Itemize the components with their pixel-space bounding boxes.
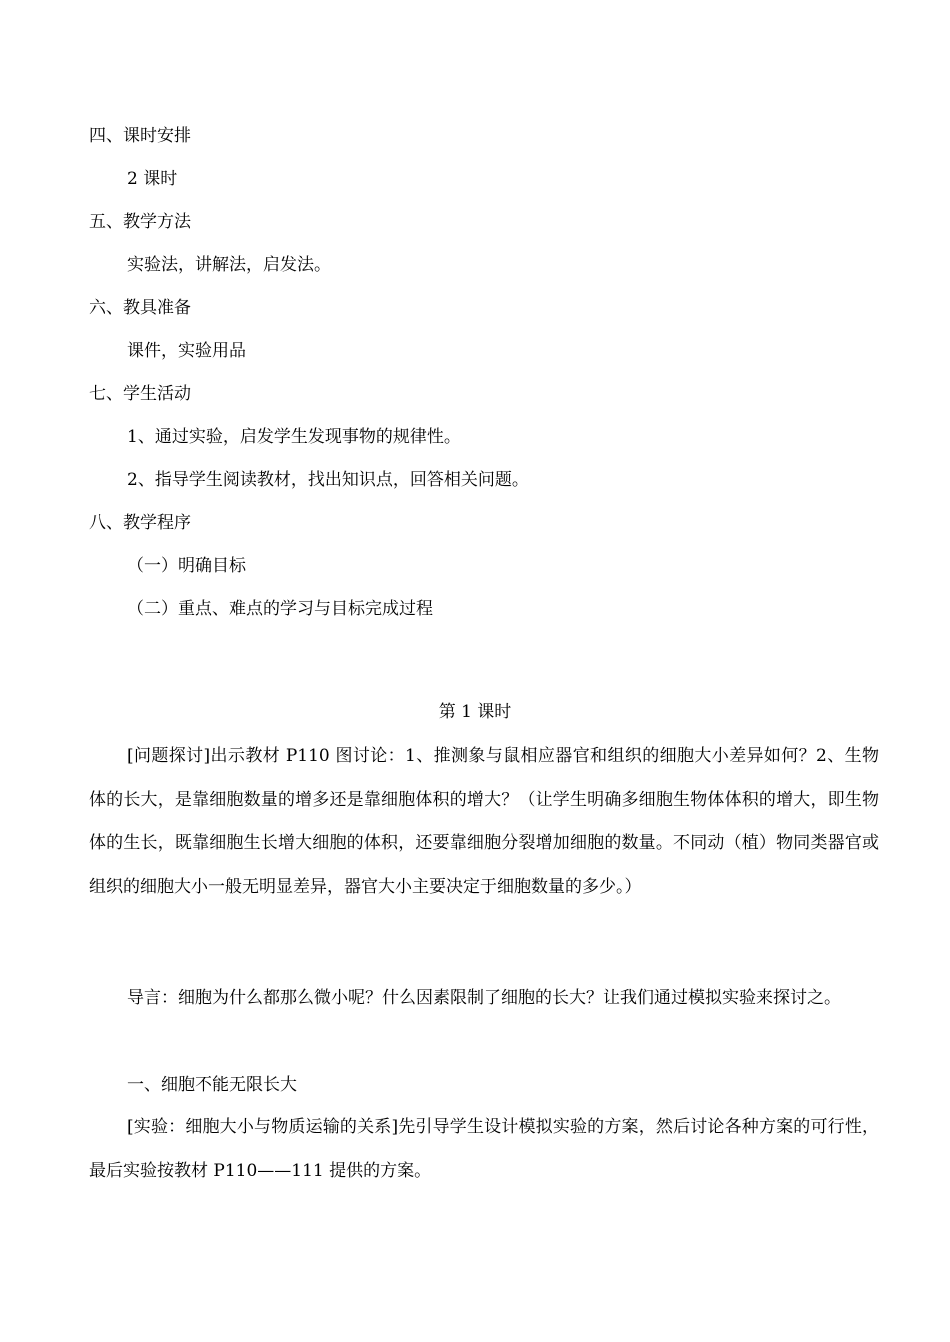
section-text-schedule: 2 课时 bbox=[127, 169, 178, 189]
section-text-materials: 课件，实验用品 bbox=[127, 341, 246, 361]
section-heading-activities: 七、学生活动 bbox=[89, 384, 191, 404]
paragraph-experiment: [实验：细胞大小与物质运输的关系]先引导学生设计模拟实验的方案，然后讨论各种方案的可行性，最后实验按教材 P110——111 提供的方案。 bbox=[89, 1117, 879, 1181]
section-heading-procedure: 八、教学程序 bbox=[89, 513, 191, 533]
list-item-activity-2: 2、指导学生阅读教材，找出知识点，回答相关问题。 bbox=[127, 470, 529, 490]
paragraph-introduction: 导言：细胞为什么都那么微小呢？什么因素限制了细胞的长大？让我们通过模拟实验来探讨之。 bbox=[127, 988, 841, 1008]
section-heading-methods: 五、教学方法 bbox=[89, 212, 191, 232]
section-heading-materials: 六、教具准备 bbox=[89, 298, 191, 318]
section-heading-schedule: 四、课时安排 bbox=[89, 126, 191, 146]
list-item-procedure-1: （一）明确目标 bbox=[127, 556, 246, 576]
lesson-heading: 第 1 课时 bbox=[438, 702, 512, 722]
list-item-activity-1: 1、通过实验，启发学生发现事物的规律性。 bbox=[127, 427, 461, 447]
paragraph-problem-discussion: [问题探讨]出示教材 P110 图讨论：1、推测象与鼠相应器官和组织的细胞大小差异如何？2、生物体的长大，是靠细胞数量的增多还是靠细胞体积的增大？（让学生明确多细胞生物体体积的增大，即生物体的生长，既靠细胞生长增大细胞的体积，还要靠细胞分裂增加细胞的数量。不同动（植）物同类器官或组织的细胞大小一般无明显差异，器官大小主要决定于细胞数量的多少。） bbox=[89, 746, 879, 897]
section-text-methods: 实验法，讲解法，启发法。 bbox=[127, 255, 331, 275]
list-item-procedure-2: （二）重点、难点的学习与目标完成过程 bbox=[127, 599, 433, 619]
subheading-cell-growth-limit: 一、细胞不能无限长大 bbox=[127, 1075, 297, 1095]
